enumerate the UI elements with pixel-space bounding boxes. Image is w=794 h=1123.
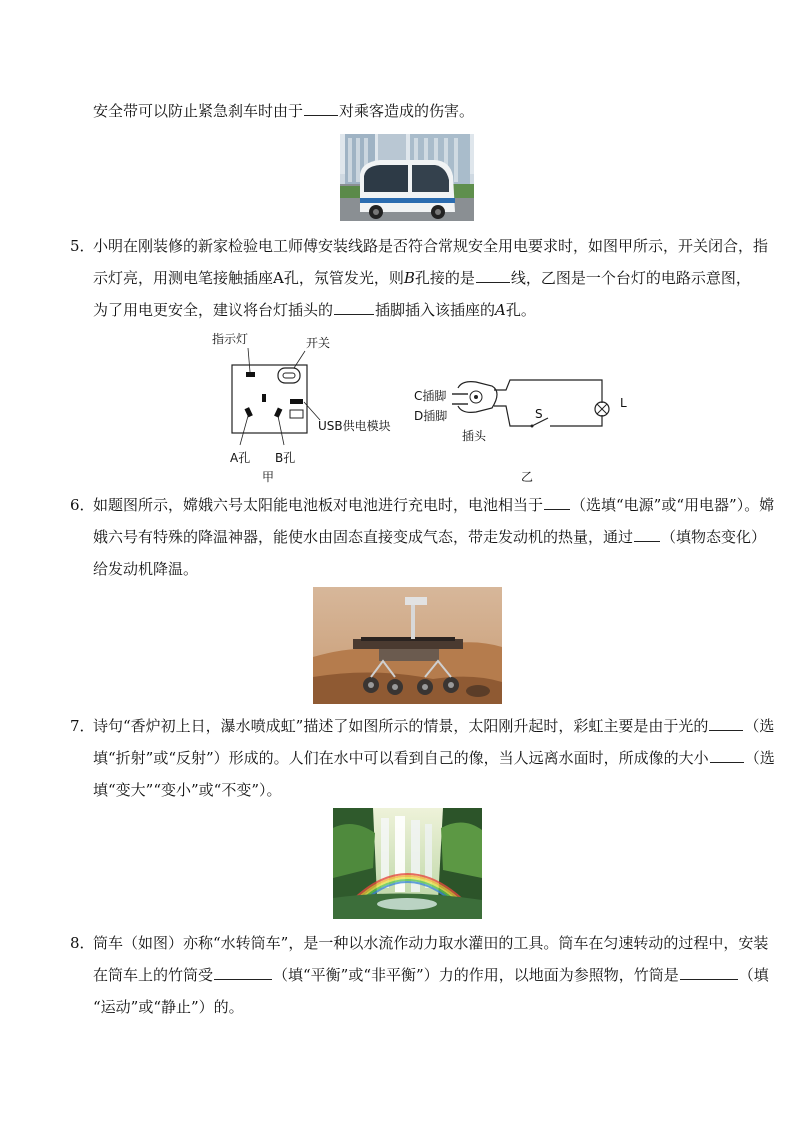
- label-switch: 开关: [306, 336, 331, 350]
- q4-text-post: 对乘客造成的伤害。: [339, 102, 475, 120]
- socket-top-hole: [262, 394, 266, 402]
- q6-blank-1: [544, 495, 570, 510]
- q6-blank-2: [634, 527, 660, 542]
- q5-italic-b: B: [403, 269, 415, 287]
- q7-text-1a: 诗句“香炉初上日，瀑水喷成虹”描述了如图所示的情景，太阳刚升起时，彩虹主要是由于光的: [93, 717, 709, 735]
- q6-line-3: 给发动机降温。: [93, 560, 199, 578]
- rover-mast: [411, 605, 415, 639]
- q7-blank-1: [709, 716, 743, 731]
- q8-blank-2: [680, 965, 738, 980]
- q5-blank-1: [476, 268, 510, 283]
- label-hole-a: A孔: [230, 451, 251, 465]
- q8-text-2b: （填“平衡”或“非平衡”）力的作用，以地面为参照物，竹筒是: [273, 966, 679, 984]
- q8-text-2a: 在筒车上的竹筒受: [93, 966, 214, 984]
- q6-text-1b: （选填“电源”或“用电器”）。嫦: [571, 496, 775, 514]
- q7-blank-2: [710, 748, 744, 763]
- bus-photo: [340, 134, 474, 221]
- label-d-pin: D插脚: [414, 409, 448, 423]
- q6-line-1: [70, 495, 774, 515]
- rover-photo: [313, 587, 502, 704]
- q5-line-2: [93, 268, 751, 288]
- q6-number: 6．: [70, 496, 95, 514]
- q8-text-1: 筒车（如图）亦称“水转筒车”，是一种以水流作动力取水灌田的工具。筒车在匀速转动的过程中，安装: [93, 934, 769, 952]
- q7-line-2: [93, 748, 775, 768]
- switch-button: [278, 368, 300, 383]
- label-c-pin: C插脚: [414, 389, 447, 403]
- q5-text-2b: 孔接的是: [414, 269, 475, 287]
- label-plug: 插头: [462, 429, 487, 443]
- q4-blank: [304, 101, 338, 116]
- q7-line-3: 填“变大”“变小”或“不变”）。: [93, 781, 282, 799]
- q7-text-2a: 填“折射”或“反射”）形成的。人们在水中可以看到自己的像，当人远离水面时，所成像的大小: [93, 749, 709, 767]
- q5-number: 5．: [70, 237, 95, 255]
- q7-number: 7．: [70, 717, 95, 735]
- usb-port-2: [290, 410, 303, 418]
- q6-text-1a: 如题图所示，嫦娥六号太阳能电池板对电池进行充电时，电池相当于: [93, 496, 544, 514]
- q5-text-3a: 为了用电更安全，建议将台灯插头的: [93, 301, 334, 319]
- q5-text-1: 小明在刚装修的新家检验电工师傅安装线路是否符合常规安全用电要求时，如图甲所示，开关闭合，指: [93, 237, 769, 255]
- label-indicator: 指示灯: [212, 332, 249, 346]
- label-l: L: [620, 396, 627, 410]
- q5-blank-2: [334, 300, 374, 315]
- q7-line-1: [70, 716, 774, 736]
- socket-hole-a: [244, 407, 252, 417]
- q8-line-2: [93, 965, 769, 985]
- usb-port-1: [290, 399, 303, 404]
- waterfall-photo: [333, 808, 482, 919]
- q4-line: [93, 101, 474, 121]
- q5-line-1: [70, 236, 768, 256]
- label-s: S: [535, 407, 543, 421]
- q5-line-3: [93, 300, 536, 320]
- q5-text-3c: 孔。: [505, 301, 536, 319]
- q8-blank-1: [214, 965, 272, 980]
- q8-number: 8．: [70, 934, 95, 952]
- indicator-lamp: [246, 372, 255, 377]
- q5-text-2c: 线，乙图是一个台灯的电路示意图，: [510, 269, 751, 287]
- q8-line-3: “运动”或“静止”）的。: [93, 998, 244, 1016]
- q7-text-1b: （选: [744, 717, 775, 735]
- q8-text-2c: （填: [738, 966, 769, 984]
- q6-text-2b: （填物态变化）: [661, 528, 767, 546]
- caption-yi: 乙: [521, 470, 534, 484]
- q8-line-1: [70, 933, 768, 953]
- q6-line-2: [93, 527, 766, 547]
- q5-italic-a: A: [495, 301, 506, 319]
- label-usb: USB供电模块: [318, 419, 391, 433]
- q5-text-3b: 插脚插入该插座的: [375, 301, 496, 319]
- q7-text-2b: （选: [744, 749, 775, 767]
- q4-text-pre: 安全带可以防止紧急刹车时由于: [93, 102, 304, 120]
- q6-text-2a: 娥六号有特殊的降温神器，能使水由固态直接变成气态，带走发动机的热量，通过: [93, 528, 634, 546]
- caption-jia: 甲: [262, 470, 275, 484]
- q5-text-2a: 示灯亮，用测电笔接触插座A孔，氖管发光，则: [93, 269, 404, 287]
- label-hole-b: B孔: [275, 451, 296, 465]
